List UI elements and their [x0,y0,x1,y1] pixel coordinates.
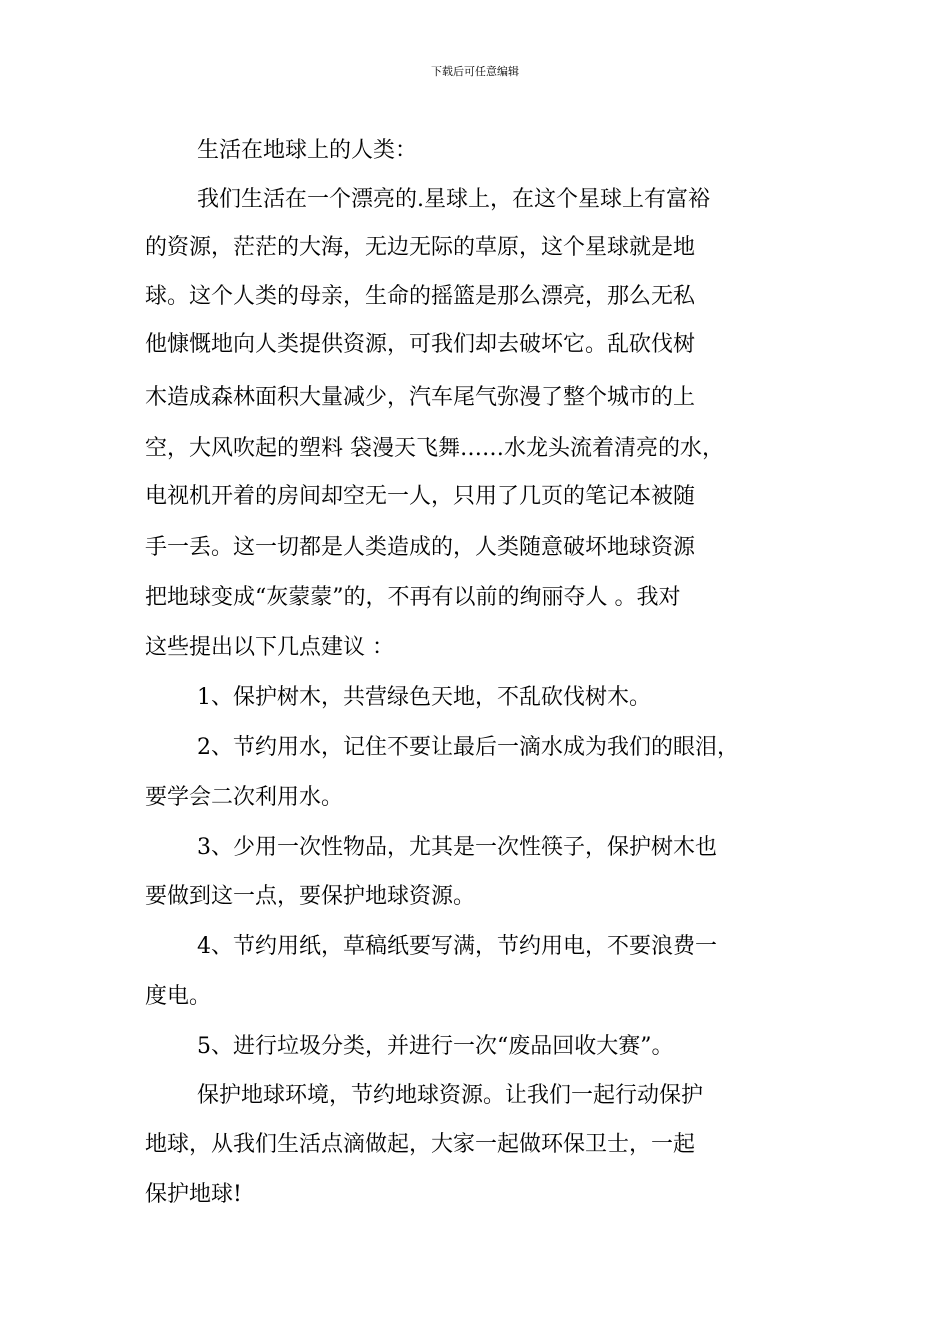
suggestion-item-3-cont: 要做到这一点，要保护地球资源。 [145,884,476,909]
closing-line: 地球，从我们生活点滴做起，大家一起做环保卫士，一起 [145,1132,696,1157]
paragraph-line: 这些提出以下几点建议 ： [145,635,394,660]
paragraph-line: 的资源，茫茫的大海，无边无际的草原，这个星球就是地 [145,235,696,260]
suggestion-item-4: 4、节约用纸，草稿纸要写满，节约用电，不要浪费一 [197,934,717,959]
suggestion-item-1: 1、保护树木，共营绿色天地，不乱砍伐树木。 [197,685,651,710]
paragraph-line: 电视机开着的房间却空无一人，只用了几页的笔记本被随 [145,484,696,509]
paragraph-line: 球。这个人类的母亲，生命的摇篮是那么漂亮，那么无私 [145,284,696,309]
paragraph-line: 我们生活在一个漂亮的.星球上，在这个星球上有富裕 [197,187,710,212]
document-title: 生活在地球上的人类： [197,138,418,163]
suggestion-item-3: 3、少用一次性物品，尤其是一次性筷子，保护树木也 [197,835,717,860]
paragraph-line: 把地球变成“灰蒙蒙”的，不再有以前的绚丽夺人 。我对 [145,585,681,610]
closing-line: 保护地球环境，节约地球资源。让我们一起行动保护 [197,1083,704,1108]
suggestion-item-2-cont: 要学会二次利用水。 [145,785,344,810]
paragraph-line: 空，大风吹起的塑料 袋漫天飞舞……水龙头流着清亮的水， [145,436,724,461]
suggestion-item-5: 5、进行垃圾分类，并进行一次“废品回收大赛”。 [197,1034,674,1059]
header-note: 下载后可任意编辑 [431,65,519,78]
suggestion-item-2: 2、节约用水，记住不要让最后一滴水成为我们的眼泪， [197,735,739,760]
closing-line: 保护地球! [145,1182,242,1207]
suggestion-item-4-cont: 度电。 [145,984,212,1009]
paragraph-line: 木造成森林面积大量减少，汽车尾气弥漫了整个城市的上 [145,385,696,410]
paragraph-line: 他慷慨地向人类提供资源，可我们却去破坏它。乱砍伐树 [145,332,696,357]
paragraph-line: 手一丢。这一切都是人类造成的，人类随意破坏地球资源 [145,535,696,560]
